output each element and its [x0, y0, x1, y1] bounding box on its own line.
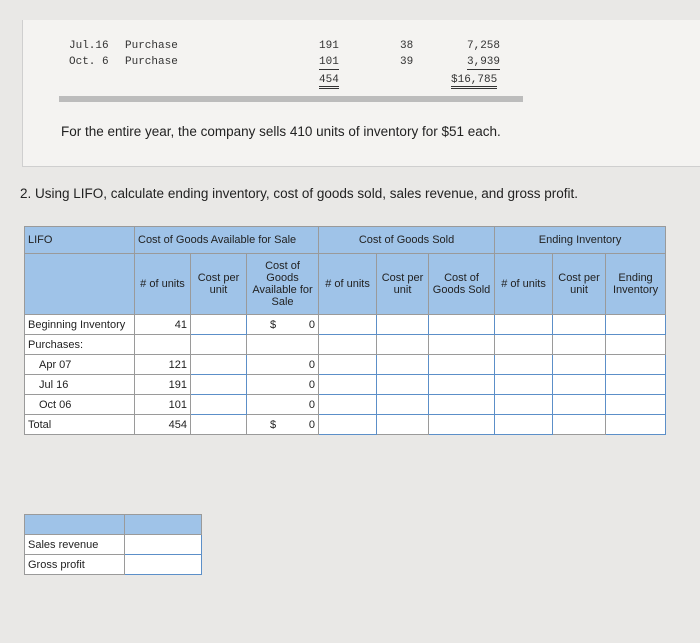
gross-profit-input[interactable] — [125, 555, 202, 575]
cost-sold-total-input[interactable] — [429, 415, 495, 435]
gross-profit-label: Gross profit — [25, 555, 125, 575]
header-cost-per-unit-available: Cost per unit — [191, 254, 247, 315]
cost-per-unit-ending-oct-input[interactable] — [553, 395, 606, 415]
purchase-row-oct-units: 101 — [319, 56, 339, 68]
table-row-jul — [25, 375, 666, 395]
units-beginning: 41 — [135, 315, 191, 335]
cost-per-unit-oct-input[interactable] — [191, 395, 247, 415]
header-cost-per-unit-ending: Cost per unit — [553, 254, 606, 315]
cost-available-apr: 0 — [247, 355, 319, 375]
purchase-row-oct-cost: 39 — [400, 56, 414, 68]
row-label-oct: Oct 06 — [25, 395, 135, 415]
units-sold-apr-input[interactable] — [319, 355, 377, 375]
units-sold-jul-input[interactable] — [319, 375, 377, 395]
purchase-row-oct-date: Oct. 6 — [69, 56, 109, 68]
total-units-top: 454 — [319, 74, 339, 89]
cost-sold-beginning-input[interactable] — [429, 315, 495, 335]
header-cost-sold: Cost of Goods Sold — [429, 254, 495, 315]
units-sold-oct-input[interactable] — [319, 395, 377, 415]
summary-table — [24, 514, 202, 575]
purchase-row-jul-cost: 38 — [400, 40, 414, 52]
units-ending-oct-input[interactable] — [495, 395, 553, 415]
cost-available-beginning: 0 — [308, 318, 316, 331]
sales-revenue-label: Sales revenue — [25, 535, 125, 555]
header-units-available: # of units — [135, 254, 191, 315]
purchase-row-oct-type: Purchase — [125, 56, 178, 68]
row-label-jul: Jul 16 — [25, 375, 135, 395]
cost-sold-oct-input[interactable] — [429, 395, 495, 415]
summary-header-right — [125, 515, 202, 535]
cost-per-unit-sold-apr-input[interactable] — [377, 355, 429, 375]
cost-sold-apr-input[interactable] — [429, 355, 495, 375]
group-header-sold: Cost of Goods Sold — [319, 227, 495, 254]
divider-bar — [59, 96, 523, 102]
table-row-apr — [25, 355, 666, 375]
group-header-available: Cost of Goods Available for Sale — [135, 227, 319, 254]
lifo-label: LIFO — [25, 227, 135, 254]
units-sold-beginning-input[interactable] — [319, 315, 377, 335]
summary-header-left — [25, 515, 125, 535]
purchase-row-jul-type: Purchase — [125, 40, 178, 52]
cost-per-unit-sold-jul-input[interactable] — [377, 375, 429, 395]
header-units-ending: # of units — [495, 254, 553, 315]
header-ending-inventory: Ending Inventory — [606, 254, 666, 315]
purchase-row-jul-date: Jul.16 — [69, 40, 109, 52]
units-ending-total-input[interactable] — [495, 415, 553, 435]
row-label-apr: Apr 07 — [25, 355, 135, 375]
cost-per-unit-ending-apr-input[interactable] — [553, 355, 606, 375]
table-row-purchases — [25, 335, 666, 355]
cost-per-unit-ending-total-blank — [553, 415, 606, 435]
cost-available-oct: 0 — [247, 395, 319, 415]
cost-available-jul: 0 — [247, 375, 319, 395]
units-ending-beginning-input[interactable] — [495, 315, 553, 335]
lifo-table — [24, 226, 666, 435]
purchase-row-oct-total: 3,939 — [467, 56, 501, 68]
row-label-purchases: Purchases: — [25, 335, 135, 355]
units-ending-jul-input[interactable] — [495, 375, 553, 395]
units-ending-apr-input[interactable] — [495, 355, 553, 375]
header-units-sold: # of units — [319, 254, 377, 315]
corner-blank — [25, 254, 135, 315]
total-cost-top: $16,785 — [451, 74, 497, 89]
cost-per-unit-apr-input[interactable] — [191, 355, 247, 375]
problem-statement: For the entire year, the company sells 410 units of inventory for $51 each. — [61, 124, 501, 139]
row-label-total: Total — [25, 415, 135, 435]
ending-inventory-oct-input[interactable] — [606, 395, 666, 415]
units-jul: 191 — [135, 375, 191, 395]
cost-per-unit-ending-jul-input[interactable] — [553, 375, 606, 395]
currency-beginning: $ — [270, 318, 277, 331]
sales-revenue-input[interactable] — [125, 535, 202, 555]
table-row-oct — [25, 395, 666, 415]
header-cost-available: Cost of Goods Available for Sale — [247, 254, 319, 315]
units-total: 454 — [135, 415, 191, 435]
cost-per-unit-sold-total-blank — [377, 415, 429, 435]
purchase-row-jul-total: 7,258 — [467, 40, 501, 52]
units-oct: 101 — [135, 395, 191, 415]
units-apr: 121 — [135, 355, 191, 375]
cost-per-unit-ending-beginning-input[interactable] — [553, 315, 606, 335]
header-cost-per-unit-sold: Cost per unit — [377, 254, 429, 315]
ending-inventory-total-input[interactable] — [606, 415, 666, 435]
ending-inventory-beginning-input[interactable] — [606, 315, 666, 335]
cost-sold-jul-input[interactable] — [429, 375, 495, 395]
ending-inventory-jul-input[interactable] — [606, 375, 666, 395]
row-label-beginning: Beginning Inventory — [25, 315, 135, 335]
cost-per-unit-jul-input[interactable] — [191, 375, 247, 395]
table-row-beginning — [25, 315, 666, 335]
cost-per-unit-sold-beginning-input[interactable] — [377, 315, 429, 335]
group-header-ending: Ending Inventory — [495, 227, 666, 254]
cost-per-unit-total-blank — [191, 415, 247, 435]
currency-total: $ — [270, 418, 277, 431]
problem-data-panel — [22, 20, 700, 167]
units-sold-total-input[interactable] — [319, 415, 377, 435]
cost-per-unit-sold-oct-input[interactable] — [377, 395, 429, 415]
ending-inventory-apr-input[interactable] — [606, 355, 666, 375]
cost-available-total: 0 — [308, 418, 316, 431]
table-row-total — [25, 415, 666, 435]
purchase-row-jul-units: 191 — [319, 40, 339, 52]
cost-per-unit-beginning-input[interactable] — [191, 315, 247, 335]
question-text: 2. Using LIFO, calculate ending inventory, cost of goods sold, sales revenue, and gross profit. — [20, 186, 579, 201]
